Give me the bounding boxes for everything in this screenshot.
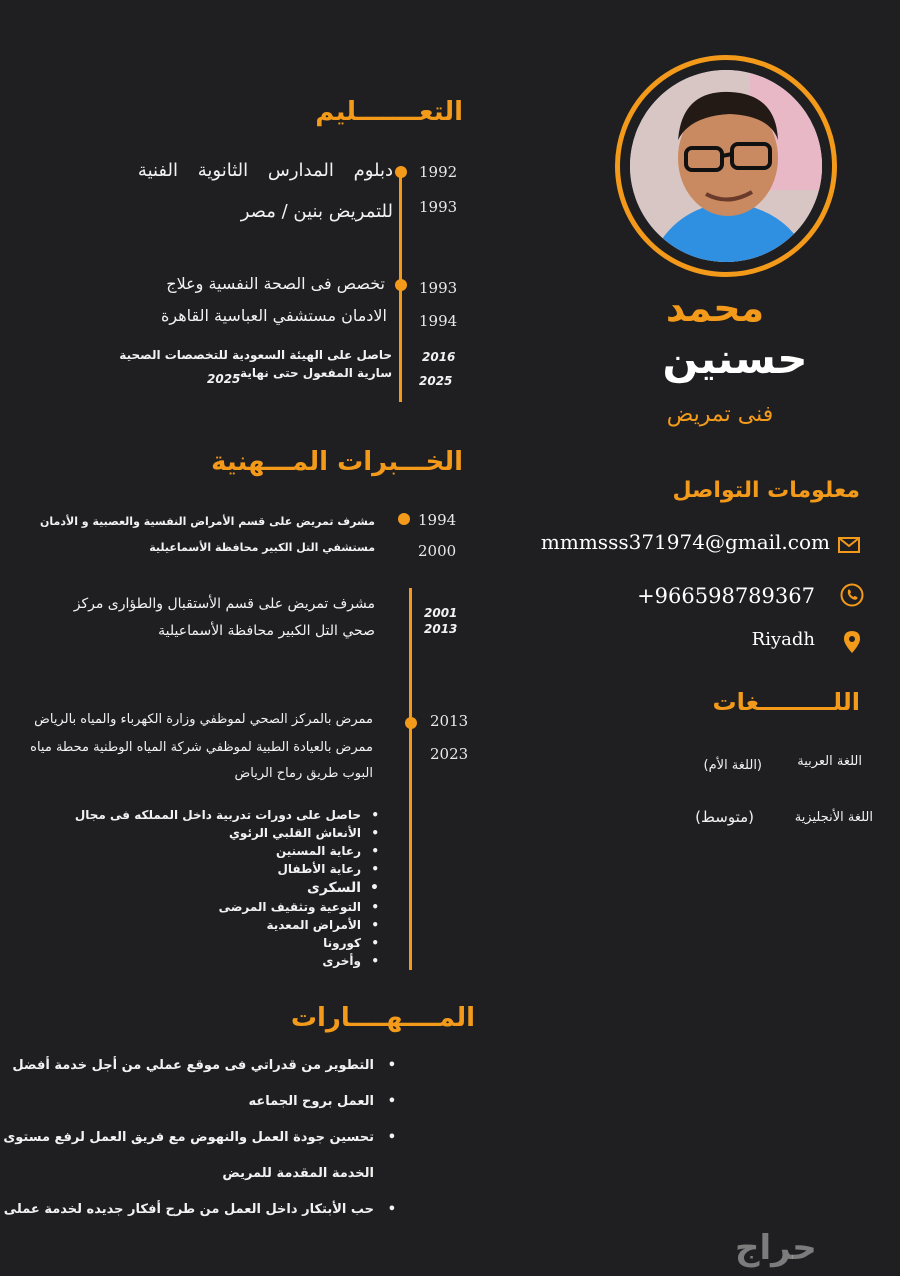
education-year-from: 2016 bbox=[422, 350, 456, 364]
education-year-from: 1993 bbox=[419, 279, 458, 297]
experience-year-to: 2013 bbox=[424, 622, 458, 636]
experience-heading: الخـــبرات المـــهنية bbox=[211, 447, 463, 477]
list-item: • كورونا bbox=[75, 934, 383, 952]
languages-heading: اللـــــــــغات bbox=[712, 688, 860, 716]
list-item: • الأنعاش القلبي الرئوي bbox=[75, 824, 383, 842]
education-year-to: 1994 bbox=[419, 312, 458, 330]
experience-year-to: 2023 bbox=[430, 745, 469, 763]
experience-line: البوب طريق رماح الرياض bbox=[234, 766, 373, 781]
education-line: تخصص فى الصحة النفسية وعلاج bbox=[166, 274, 385, 293]
list-item: • حب الأبتكار داخل العمل من طرح أفكار جديده لخدمة عملى bbox=[3, 1192, 400, 1228]
list-item: • العمل بروح الجماعه bbox=[3, 1084, 400, 1120]
education-line-year: 2025 bbox=[207, 372, 241, 386]
list-item: • السكرى bbox=[75, 878, 383, 898]
education-line: دبلوم المدارس الثانوية الفنية bbox=[137, 160, 393, 181]
list-item: • التطوير من قدراتي فى موقع عملي من أجل خدمة أفضل bbox=[3, 1048, 400, 1084]
list-item: • تحسين جودة العمل والنهوض مع فريق العمل لرفع مستوى bbox=[3, 1120, 400, 1156]
experience-year-to: 2000 bbox=[418, 542, 457, 560]
education-line: حاصل على الهيئة السعودية للتخصصات الصحية bbox=[119, 348, 392, 362]
email-icon bbox=[838, 537, 860, 557]
avatar bbox=[630, 70, 822, 262]
experience-year-from: 2013 bbox=[430, 712, 469, 730]
timeline-dot bbox=[395, 279, 407, 291]
skills-heading: المــــهــــارات bbox=[290, 1003, 475, 1033]
list-item: • رعاية المسنين bbox=[75, 842, 383, 860]
location-icon bbox=[844, 631, 860, 657]
experience-year-from: 1994 bbox=[418, 511, 457, 529]
education-year-to: 2025 bbox=[419, 374, 453, 388]
timeline-dot bbox=[405, 717, 417, 729]
profile-photo bbox=[630, 70, 822, 262]
last-name: حسنين bbox=[662, 334, 808, 383]
experience-line: ممرض بالعيادة الطبية لموظفي شركة المياه الوطنية محطة مياه bbox=[30, 740, 373, 755]
experience-line: صحي التل الكبير محافظة الأسماعيلية bbox=[158, 623, 375, 639]
education-heading: التعـــــــليم bbox=[315, 97, 463, 127]
language-name-arabic: اللغة العربية bbox=[797, 754, 862, 769]
job-title: فنى تمريض bbox=[666, 402, 774, 427]
list-item: • حاصل على دورات تدربية داخل المملكه فى مجال bbox=[75, 806, 383, 824]
list-item: الخدمة المقدمة للمريض bbox=[222, 1166, 374, 1181]
language-level-arabic: (اللغة الأم) bbox=[703, 758, 762, 773]
timeline-dot bbox=[398, 513, 410, 525]
experience-year-from: 2001 bbox=[424, 606, 458, 620]
city-text: Riyadh bbox=[751, 629, 815, 650]
education-year-from: 1992 bbox=[419, 163, 458, 181]
language-name-english: اللغة الأنجليزية bbox=[794, 810, 873, 825]
profile-photo-frame bbox=[615, 55, 837, 277]
education-line: الادمان مستشفي العباسية القاهرة bbox=[160, 306, 387, 325]
experience-line: ممرض بالمركز الصحي لموظفي وزارة الكهرباء والمياه بالرياض bbox=[34, 712, 373, 727]
language-level-english: (متوسط) bbox=[695, 808, 754, 826]
experience-timeline-line bbox=[409, 588, 412, 970]
education-line: سارية المفعول حتى نهاية bbox=[240, 366, 392, 380]
list-item: • وأخرى bbox=[75, 952, 383, 970]
courses-list bbox=[75, 806, 383, 970]
experience-line: مستشفي التل الكبير محافظة الأسماعيلية bbox=[149, 541, 375, 554]
list-item: • رعاية الأطفال bbox=[75, 860, 383, 878]
experience-line: مشرف تمريض على قسم الأستقبال والطؤارى مركز bbox=[73, 596, 375, 612]
skills-list bbox=[3, 1048, 400, 1228]
education-line: للتمريض بنين / مصر bbox=[240, 201, 393, 222]
education-year-to: 1993 bbox=[419, 198, 458, 216]
list-item: • التوعية وتثقيف المرضى bbox=[75, 898, 383, 916]
experience-line: مشرف تمريض على قسم الأمراض النفسية والعصبية و الأدمان bbox=[40, 515, 375, 528]
watermark-logo: حراج bbox=[735, 1228, 817, 1268]
phone-text[interactable]: +966598789367 bbox=[637, 584, 815, 608]
contact-heading: معلومات التواصل bbox=[672, 478, 860, 503]
phone-icon bbox=[840, 583, 864, 611]
email-text[interactable]: mmmsss371974@gmail.com bbox=[540, 530, 830, 554]
first-name: محمد bbox=[665, 286, 765, 330]
timeline-dot bbox=[395, 166, 407, 178]
list-item: • الأمراض المعدية bbox=[75, 916, 383, 934]
